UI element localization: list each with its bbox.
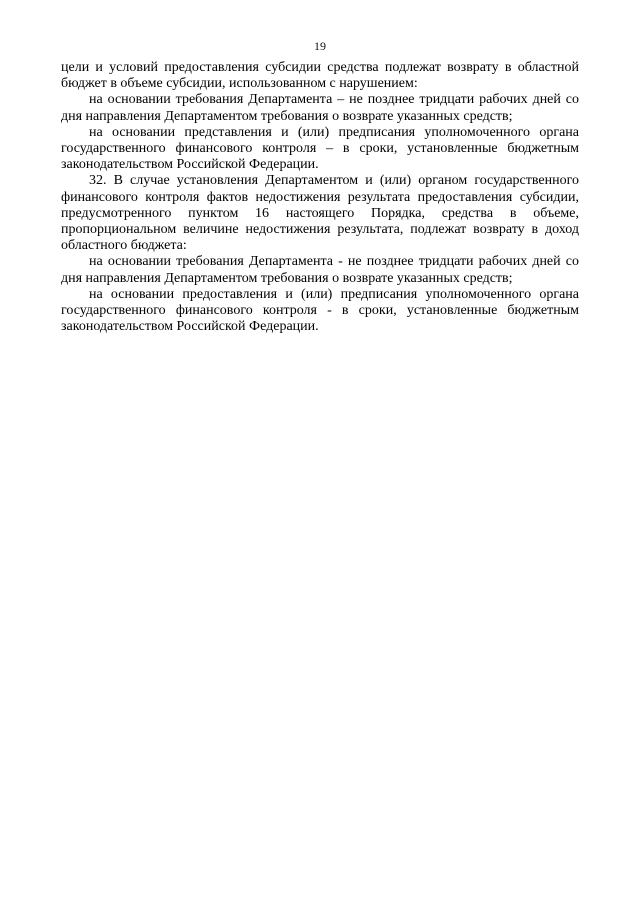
document-body [61,60,579,335]
paragraph-department-requirement-2: на основании требования Департамента - не позднее тридцати рабочих дней со дня направления Департаментом требования о возврате указанных средств; [61,254,579,286]
paragraph-clause-32: 32. В случае установления Департаментом и (или) органом государственного финансового контроля фактов недостижения результата предоставления субсидии, предусмотренного пунктом 16 настоящего Порядка, средства в объеме, пропорциональном величине недостижения результата, подлежат возврату в доход областного бюджета: [61,173,579,254]
paragraph-control-body-order-2: на основании предоставления и (или) предписания уполномоченного органа государственного финансового контроля - в сроки, установленные бюджетным законодательством Российской Федерации. [61,286,579,335]
paragraph-control-body-order: на основании представления и (или) предписания уполномоченного органа государственного финансового контроля – в сроки, установленные бюджетным законодательством Российской Федерации. [61,124,579,173]
page-number: 19 [314,39,326,53]
paragraph-continuation: цели и условий предоставления субсидии средства подлежат возврату в областной бюджет в объеме субсидии, использованном с нарушением: [61,60,579,92]
paragraph-department-requirement: на основании требования Департамента – не позднее тридцати рабочих дней со дня направления Департаментом требования о возврате указанных средств; [61,92,579,124]
